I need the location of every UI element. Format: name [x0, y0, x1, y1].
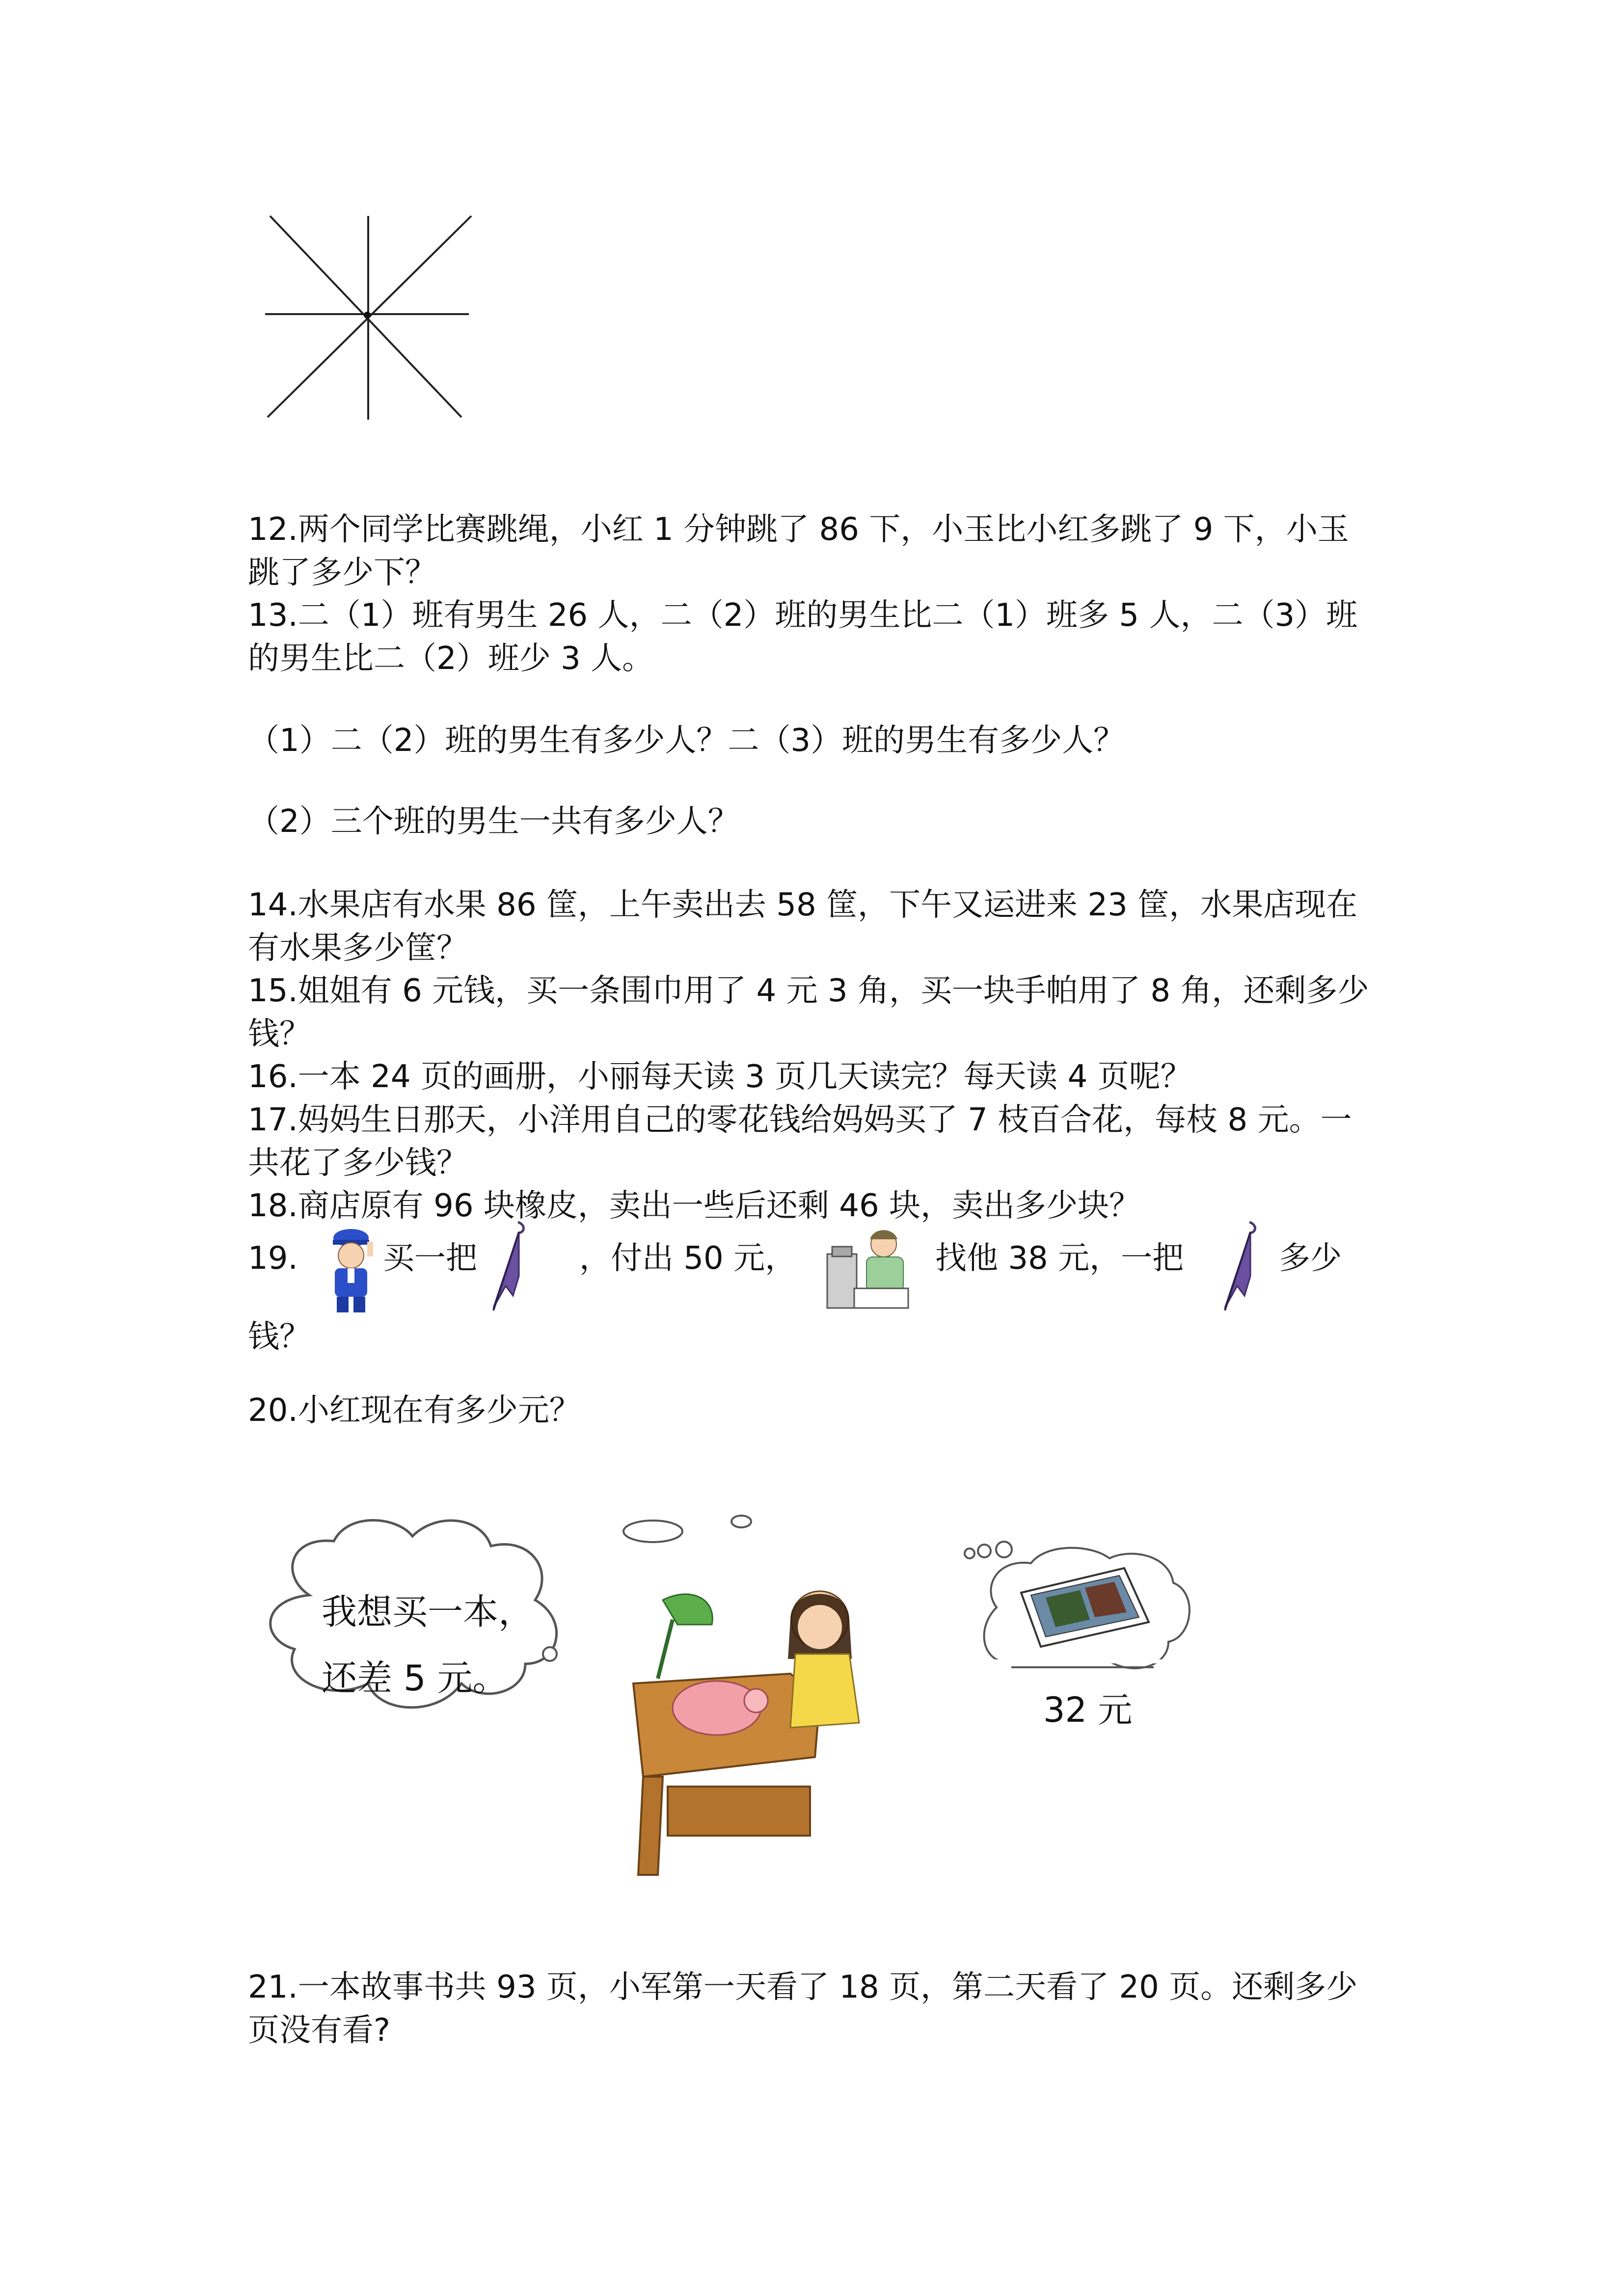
price-underline: [1011, 1666, 1154, 1668]
q12-line2: 跳了多少下？: [248, 555, 436, 591]
q14-line2: 有水果多少筐？: [248, 930, 468, 966]
umbrella-icon-2: [1215, 1222, 1259, 1315]
q13-line1: 13.二（1）班有男生 26 人，二（2）班的男生比二（1）班多 5 人，二（3）班: [248, 597, 1358, 634]
book-thought-bubble: [962, 1539, 1218, 1686]
q16-line1: 16.一本 24 页的画册，小丽每天读 3 页几天读完？每天读 4 页呢？: [248, 1059, 1192, 1095]
girl-desk-illustration: [604, 1580, 879, 1885]
q18-line1: 18.商店原有 96 块橡皮，卖出一些后还剩 46 块，卖出多少块？: [248, 1188, 1141, 1224]
q13-line2: 的男生比二（2）班少 3 人。: [248, 641, 654, 677]
bubble-text-line2: 还差 5 元。: [322, 1657, 508, 1699]
umbrella-icon: [484, 1222, 528, 1315]
q21-line1: 21.一本故事书共 93 页，小军第一天看了 18 页，第二天看了 20 页。还剩多少: [248, 1969, 1358, 2005]
q17-line1: 17.妈妈生日那天，小洋用自己的零花钱给妈妈买了 7 枝百合花，每枝 8 元。一: [248, 1102, 1352, 1138]
cashier-icon: [825, 1225, 913, 1313]
q17-line2: 共花了多少钱？: [248, 1145, 468, 1181]
q19-part4: 多少: [1279, 1240, 1342, 1277]
q14-line1: 14.水果店有水果 86 筐，上午卖出去 58 筐，下午又运进来 23 筐，水果店现在: [248, 887, 1358, 923]
book-price: 32 元: [1043, 1690, 1133, 1730]
q19-part2: ，付出 50 元，: [579, 1240, 797, 1277]
policeman-icon: [324, 1227, 378, 1315]
q19-number: 19.: [248, 1240, 298, 1277]
bubble-text-line1: 我想买一本，: [322, 1591, 534, 1632]
q13-sub1: （1）二（2）班的男生有多少人？二（3）班的男生有多少人？: [248, 722, 1125, 759]
q20-line1: 20.小红现在有多少元？: [248, 1392, 581, 1429]
q15-line2: 钱？: [248, 1016, 311, 1052]
q13-sub2: （2）三个班的男生一共有多少人？: [248, 803, 739, 840]
q15-line1: 15.姐姐有 6 元钱，买一条围巾用了 4 元 3 角，买一块手帕用了 8 角，还剩多少: [248, 973, 1369, 1009]
q12-line1: 12.两个同学比赛跳绳，小红 1 分钟跳了 86 下，小玉比小红多跳了 9 下，小玉: [248, 511, 1349, 548]
q21-line2: 页没有看?: [248, 2012, 390, 2049]
q19-part3: 找他 38 元，一把: [935, 1240, 1184, 1277]
q19-part1: 买一把: [383, 1240, 477, 1277]
q19-line2: 钱？: [248, 1319, 311, 1355]
star-line-figure: [265, 216, 471, 422]
